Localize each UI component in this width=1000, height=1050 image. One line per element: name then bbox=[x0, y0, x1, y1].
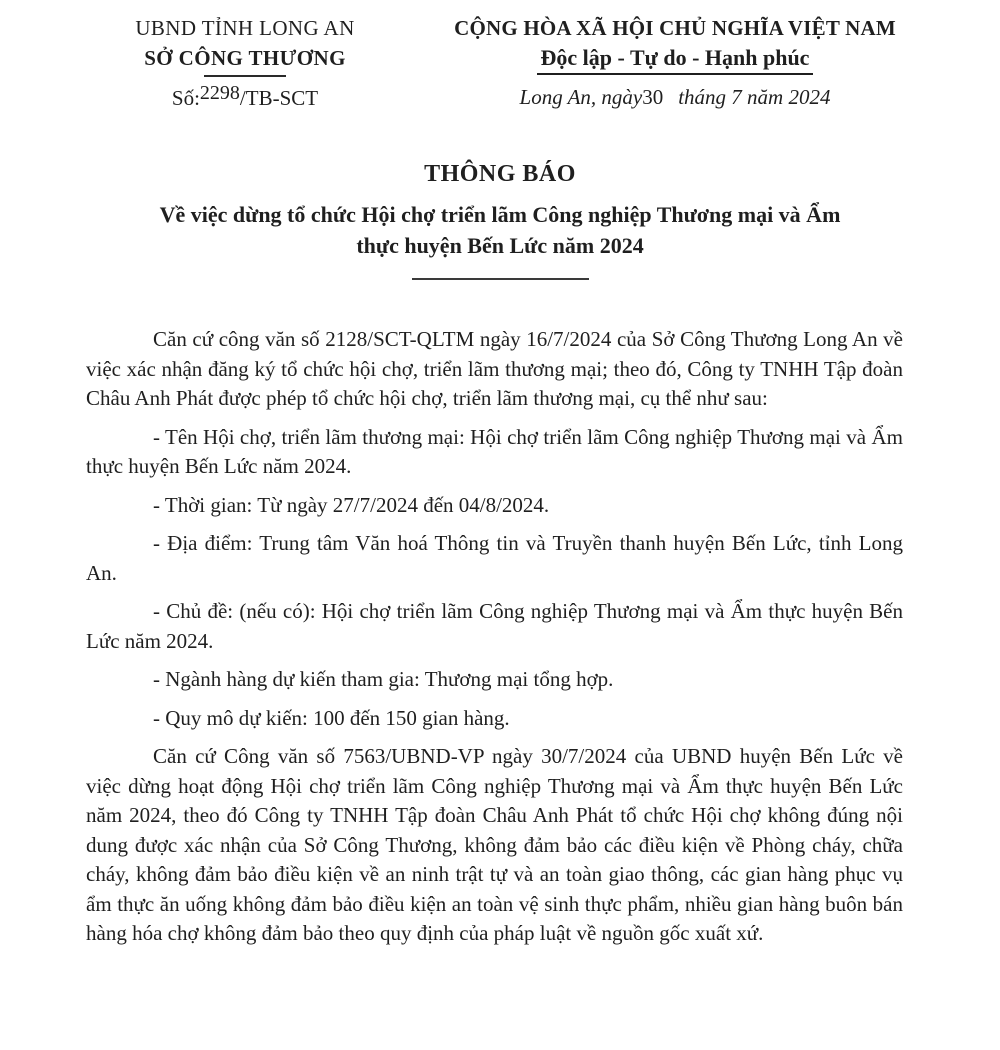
subject-title-line-2: thực huyện Bến Lức năm 2024 bbox=[356, 233, 644, 258]
authority-underline bbox=[204, 75, 286, 77]
list-item-scale: - Quy mô dự kiến: 100 đến 150 gian hàng. bbox=[153, 705, 510, 730]
place-date-prefix: Long An, ngày bbox=[519, 85, 643, 109]
title-block bbox=[0, 161, 1000, 280]
document-number bbox=[95, 82, 395, 111]
list-item-time: - Thời gian: Từ ngày 27/7/2024 đến 04/8/2024. bbox=[153, 492, 550, 517]
document-type-title: THÔNG BÁO bbox=[424, 161, 576, 187]
place-date-line bbox=[405, 85, 945, 110]
place-date-suffix: tháng 7 năm 2024 bbox=[678, 85, 831, 109]
list-item-theme: - Chủ đề: (nếu có): Hội chợ triển lãm Công nghiệp Thương mại và Ẩm thực huyện Bến Lức năm 2024. bbox=[86, 599, 903, 653]
body-paragraph-basis-1: Căn cứ công văn số 2128/SCT-QLTM ngày 16/7/2024 của Sở Công Thương Long An về việc xác nhận đăng ký tổ chức hội chợ, triển lãm thương mại; theo đó, Công ty TNHH Tập đoàn Châu Anh Phát được phép tổ chức hội chợ, triển lãm thương mại, cụ thể như sau: bbox=[86, 327, 903, 410]
document-number-prefix: Số: bbox=[171, 86, 200, 110]
national-header-block bbox=[405, 16, 945, 111]
title-divider bbox=[412, 278, 589, 280]
issuing-authority-block bbox=[95, 16, 395, 111]
issuing-authority: SỞ CÔNG THƯƠNG bbox=[144, 46, 346, 70]
body-paragraph-basis-2: Căn cứ Công văn số 7563/UBND-VP ngày 30/7/2024 của UBND huyện Bến Lức về việc dừng hoạt động Hội chợ triển lãm Công nghiệp Thương mại và Ẩm thực huyện Bến Lức năm 2024, theo đó Công ty TNHH Tập đoàn Châu Anh Phát tổ chức Hội chợ không đúng nội dung được xác nhận của Sở Công Thương, không đảm bảo các điều kiện về Phòng cháy, chữa cháy, không đảm bảo điều kiện về an ninh trật tự và an toàn giao thông, các gian hàng phục vụ ẩm thực ăn uống không đảm bảo điều kiện an toàn vệ sinh thực phẩm, nhiều gian hàng buôn bán hàng hóa chợ không đảm bảo theo quy định của pháp luật về nguồn gốc xuất xứ. bbox=[86, 744, 903, 945]
national-title: CỘNG HÒA XÃ HỘI CHỦ NGHĨA VIỆT NAM bbox=[454, 16, 896, 40]
document-number-suffix: /TB-SCT bbox=[239, 86, 319, 110]
national-motto bbox=[405, 45, 945, 75]
list-item-industries: - Ngành hàng dự kiến tham gia: Thương mại tổng hợp. bbox=[153, 667, 614, 691]
list-item-fair-name: - Tên Hội chợ, triển lãm thương mại: Hội chợ triển lãm Công nghiệp Thương mại và Ẩm thực huyện Bến Lức năm 2024. bbox=[86, 424, 903, 478]
document-subject-title bbox=[0, 199, 1000, 261]
document-body bbox=[86, 325, 903, 949]
document-number-value: 2298 bbox=[199, 82, 240, 104]
date-day-value: 30 bbox=[642, 85, 664, 109]
parent-authority: UBND TỈNH LONG AN bbox=[135, 16, 355, 40]
list-item-location: - Địa điểm: Trung tâm Văn hoá Thông tin và Truyền thanh huyện Bến Lức, tỉnh Long An. bbox=[86, 531, 903, 585]
document-header bbox=[0, 0, 1000, 111]
national-motto-text: Độc lập - Tự do - Hạnh phúc bbox=[537, 45, 814, 75]
subject-title-line-1: Về việc dừng tổ chức Hội chợ triển lãm Công nghiệp Thương mại và Ẩm bbox=[159, 202, 841, 227]
